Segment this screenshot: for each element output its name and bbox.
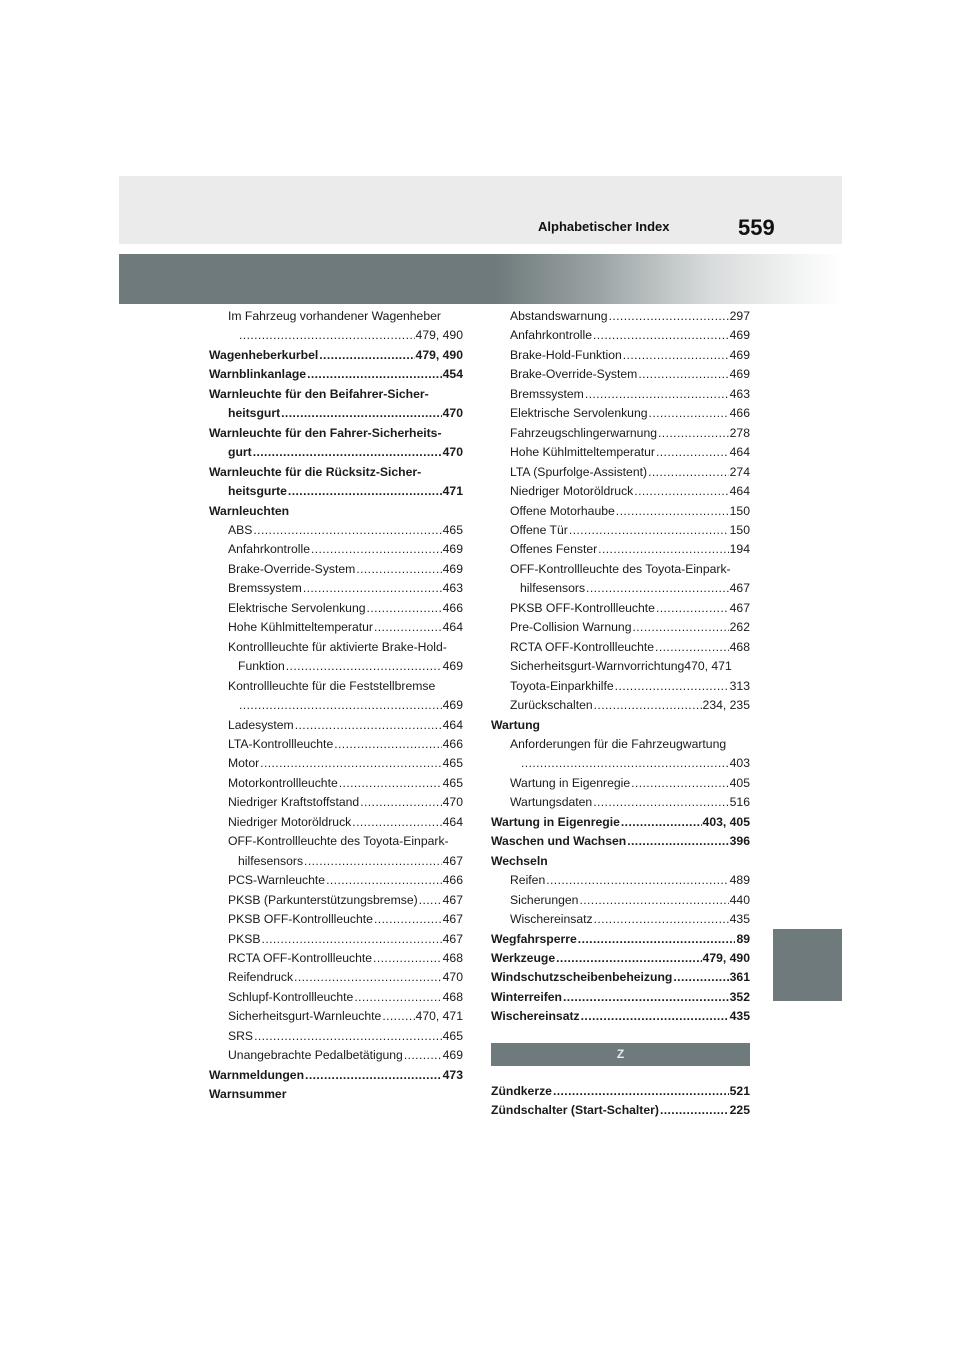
dot-leader: [648, 463, 729, 482]
index-entry-label: Elektrische Servolenkung: [510, 406, 648, 421]
index-entry-label: PKSB (Parkunterstützungsbremse): [228, 892, 418, 907]
index-entry: [209, 930, 463, 949]
dot-leader: [649, 404, 729, 423]
index-entry-page: 466: [729, 406, 750, 421]
index-entry-label: hilfesensors: [238, 853, 304, 868]
index-entry-label: Wagenheberkurbel: [209, 347, 319, 362]
index-entry-label: Wegfahrsperre: [491, 931, 577, 946]
index-entry-label: RCTA OFF-Kontrollleuchte: [228, 950, 373, 965]
index-entry: [491, 696, 750, 715]
index-entry-label: Offenes Fenster: [510, 542, 598, 557]
index-entry: [209, 754, 463, 773]
index-entry: [491, 793, 750, 812]
index-entry: [209, 949, 463, 968]
index-entry-page: 479, 490: [702, 950, 750, 965]
index-entry: [209, 307, 463, 326]
index-entry-label: Wischereinsatz: [491, 1009, 580, 1024]
dot-leader: [356, 560, 441, 579]
index-entry-label: Wartungsdaten: [510, 795, 593, 810]
index-entry-label: Warnmeldungen: [209, 1067, 305, 1082]
index-entry-label: LTA (Spurfolge-Assistent): [510, 464, 648, 479]
index-entry-page: 479, 490: [415, 328, 463, 343]
index-entry: [491, 1007, 750, 1026]
index-entry: [209, 599, 463, 618]
letter-section-band: Z: [491, 1043, 750, 1066]
index-entry-label: Toyota-Einparkhilfe: [510, 678, 614, 693]
index-entry-page: 467: [729, 600, 750, 615]
index-entry-label: Zündschalter (Start-Schalter): [491, 1103, 659, 1118]
index-entry-label: PCS-Warnleuchte: [228, 873, 326, 888]
index-entry-text: Warnleuchte für den Fahrer-Sicherheits-: [209, 425, 442, 440]
index-entry-page: 467: [729, 581, 750, 596]
index-entry-text: Wartung: [491, 717, 540, 732]
index-entry: [209, 560, 463, 579]
index-entry: [491, 754, 750, 773]
index-entry-page: 469: [442, 659, 463, 674]
dot-leader: [374, 618, 442, 637]
index-entry: [491, 560, 750, 579]
index-entry-text: OFF-Kontrollleuchte des Toyota-Einpark-: [510, 561, 731, 576]
index-entry: [209, 716, 463, 735]
index-entry-label: Wartung in Eigenregie: [491, 814, 620, 829]
dot-leader: [623, 346, 729, 365]
index-entry: [209, 891, 463, 910]
index-entry-text: Warnleuchte für den Beifahrer-Sicher-: [209, 386, 429, 401]
index-entry-page: 465: [442, 522, 463, 537]
index-entry: [491, 871, 750, 890]
index-entry: [209, 735, 463, 754]
index-entry-page: 468: [442, 950, 463, 965]
index-entry-page: 467: [442, 931, 463, 946]
index-entry-text: Kontrollleuchte für aktivierte Brake-Hold-: [228, 639, 447, 654]
dot-leader: [556, 949, 701, 968]
dot-leader: [374, 910, 442, 929]
dot-leader: [354, 988, 441, 1007]
index-entry-label: Motor: [228, 756, 260, 771]
index-entry: [209, 1027, 463, 1046]
index-entry-label: Windschutzscheibenbeheizung: [491, 970, 673, 985]
index-entry-text: Im Fahrzeug vorhandener Wagenheber: [228, 309, 441, 323]
index-entry-label: heitsgurt: [228, 406, 281, 421]
index-entry-label: Fahrzeugschlingerwarnung: [510, 425, 658, 440]
index-entry-page: 469: [442, 698, 463, 713]
index-entry-label: Offene Tür: [510, 522, 568, 537]
index-entry-page: 469: [442, 561, 463, 576]
index-entry-page: 464: [729, 484, 750, 499]
index-entry: [491, 618, 750, 637]
index-entry-label: Reifen: [510, 873, 546, 888]
index-entry-label: hilfesensors: [520, 581, 586, 596]
index-entry: [209, 1046, 463, 1065]
header-band: [119, 176, 842, 244]
index-entry: [491, 832, 750, 851]
index-entry: [491, 1082, 750, 1101]
index-entry: [209, 346, 463, 365]
dot-leader: [631, 774, 729, 793]
index-entry-label: Zündkerze: [491, 1083, 552, 1098]
index-entry-label: SRS: [228, 1028, 254, 1043]
index-entry-page: 440: [729, 892, 750, 907]
index-entry: [491, 891, 750, 910]
index-entry: [491, 638, 750, 657]
index-entry: [209, 1085, 463, 1104]
index-entry: [491, 1101, 750, 1120]
dot-leader: [627, 832, 728, 851]
index-entry-label: Motorkontrollleuchte: [228, 775, 338, 790]
dot-leader: [419, 891, 442, 910]
index-entry: [209, 1066, 463, 1085]
index-entry-label: heitsgurte: [228, 484, 287, 499]
index-entry: [491, 599, 750, 618]
index-entry-page: 471: [442, 484, 463, 499]
index-entry-page: 470: [442, 445, 463, 460]
dot-leader: [598, 540, 728, 559]
dot-leader: [655, 638, 729, 657]
index-entry-text: Warnsummer: [209, 1087, 287, 1102]
index-entry-page: 361: [729, 970, 750, 985]
index-entry-page: 352: [729, 989, 750, 1004]
index-entry-page: 470: [442, 406, 463, 421]
index-entry-label: Ladesystem: [228, 717, 294, 732]
index-entry-page: 468: [729, 639, 750, 654]
dot-leader: [521, 754, 729, 773]
index-entry: [209, 852, 463, 871]
index-entry-page: 465: [442, 1028, 463, 1043]
index-entry-text: Kontrollleuchte für die Feststellbremse: [228, 678, 436, 693]
index-entry-page: 89: [736, 931, 750, 946]
index-entry-page: 403: [729, 756, 750, 771]
dot-leader: [616, 502, 729, 521]
index-entry: [491, 482, 750, 501]
dot-leader: [373, 949, 442, 968]
index-entry-label: RCTA OFF-Kontrollleuchte: [510, 639, 655, 654]
index-entry-label: Offene Motorhaube: [510, 503, 615, 518]
index-entry-page: 516: [729, 795, 750, 810]
index-entry-label: Sicherungen: [510, 892, 579, 907]
index-entry: [209, 579, 463, 598]
index-entry-page: 467: [442, 892, 463, 907]
dot-leader: [305, 1066, 442, 1085]
index-entry-page: 465: [442, 756, 463, 771]
index-entry-page: 463: [442, 581, 463, 596]
dot-leader: [253, 443, 442, 462]
index-entry: [209, 1007, 463, 1026]
index-entry-label: Anfahrkontrolle: [510, 328, 592, 343]
index-entry-text: Wechseln: [491, 853, 548, 868]
index-entry-page: 467: [442, 912, 463, 927]
index-entry-page: 466: [442, 873, 463, 888]
index-entry: [209, 463, 463, 482]
index-entry: [491, 385, 750, 404]
dot-leader: [254, 1027, 442, 1046]
index-entry-label: Waschen und Wachsen: [491, 834, 627, 849]
index-entry: [491, 365, 750, 384]
index-entry: [491, 852, 750, 871]
dot-leader: [239, 326, 415, 345]
dot-leader: [586, 579, 729, 598]
dot-leader: [326, 871, 442, 890]
index-entry-label: Anfahrkontrolle: [228, 542, 310, 557]
index-entry-label: Wischereinsatz: [510, 912, 593, 927]
index-entry: [209, 871, 463, 890]
dot-leader: [594, 910, 729, 929]
index-entry-page: 464: [442, 620, 463, 635]
index-entry-label: Bremssystem: [228, 581, 302, 596]
index-column-left: [209, 307, 463, 1105]
index-entry: [209, 968, 463, 987]
dot-leader: [581, 1007, 729, 1026]
index-entry: [209, 404, 463, 423]
index-entry-label: Bremssystem: [510, 386, 584, 401]
index-entry-label: PKSB OFF-Kontrollleuchte: [228, 912, 373, 927]
index-entry-label: Hohe Kühlmitteltemperatur: [510, 445, 655, 460]
index-entry-label: ABS: [228, 522, 253, 537]
index-entry: [491, 677, 750, 696]
dot-leader: [615, 677, 729, 696]
index-entry: [209, 696, 463, 715]
side-index-tab: [773, 929, 842, 1001]
index-entry-page: 470, 471: [415, 1009, 463, 1024]
dot-leader: [294, 968, 442, 987]
index-entry: [209, 988, 463, 1007]
index-entry-label: Niedriger Kraftstoffstand: [228, 795, 360, 810]
index-entry-page: 521: [729, 1083, 750, 1098]
index-entry: [491, 930, 750, 949]
dot-leader: [553, 1082, 729, 1101]
index-entry-page: 467: [442, 853, 463, 868]
index-entry: [209, 540, 463, 559]
dot-leader: [253, 521, 441, 540]
index-entry: [209, 774, 463, 793]
dot-leader: [660, 1101, 729, 1120]
index-entry-label: Brake-Hold-Funktion: [510, 347, 622, 362]
index-entry-label: Warnblinkanlage: [209, 367, 307, 382]
index-entry-label: Hohe Kühlmitteltemperatur: [228, 620, 373, 635]
dot-leader: [656, 443, 729, 462]
index-entry-page: 297: [729, 309, 750, 323]
index-entry: [209, 813, 463, 832]
dot-leader: [563, 988, 729, 1007]
index-entry-page: 194: [729, 542, 750, 557]
dot-leader: [239, 696, 442, 715]
dot-leader: [593, 326, 729, 345]
index-entry: [491, 579, 750, 598]
index-entry-label: Pre-Collision Warnung: [510, 620, 632, 635]
index-entry-page: 464: [442, 814, 463, 829]
index-entry-label: Niedriger Motoröldruck: [510, 484, 634, 499]
index-entry: [209, 443, 463, 462]
index-entry-page: 435: [729, 912, 750, 927]
index-entry-label: Zurückschalten: [510, 698, 593, 713]
index-entry: [491, 910, 750, 929]
dot-leader: [546, 871, 728, 890]
dot-leader: [656, 599, 729, 618]
index-entry-page: 468: [442, 989, 463, 1004]
dot-leader: [632, 618, 728, 637]
index-entry-page: 403, 405: [702, 814, 750, 829]
dot-leader: [621, 813, 702, 832]
index-entry: [209, 793, 463, 812]
dot-leader: [658, 424, 729, 443]
index-entry-page: 470: [442, 970, 463, 985]
dot-leader: [307, 365, 442, 384]
dot-leader: [594, 696, 702, 715]
index-entry-page: 469: [729, 347, 750, 362]
index-entry: [209, 677, 463, 696]
index-entry-label: PKSB: [228, 931, 261, 946]
index-column-right: [491, 307, 750, 1121]
index-entry-page: 225: [729, 1103, 750, 1118]
index-entry: [491, 774, 750, 793]
index-entry-label: PKSB OFF-Kontrollleuchte: [510, 600, 655, 615]
index-entry: [491, 949, 750, 968]
index-entry-label: Elektrische Servolenkung: [228, 600, 366, 615]
index-entry: [491, 404, 750, 423]
dot-leader: [638, 365, 728, 384]
index-entry: [491, 521, 750, 540]
dot-leader: [286, 657, 442, 676]
index-entry: [209, 326, 463, 345]
dot-leader: [585, 385, 729, 404]
index-entry-label: Niedriger Motoröldruck: [228, 814, 352, 829]
dot-leader: [569, 521, 729, 540]
index-entry: [209, 657, 463, 676]
index-entry-page: 473: [442, 1067, 463, 1082]
index-entry: [209, 832, 463, 851]
index-entry: [209, 482, 463, 501]
dot-leader: [319, 346, 414, 365]
index-entry-page: 466: [442, 600, 463, 615]
dot-leader: [673, 968, 728, 987]
dot-leader: [334, 735, 441, 754]
index-entry: [209, 502, 463, 521]
index-entry-page: 454: [442, 367, 463, 382]
dot-leader: [352, 813, 441, 832]
index-entry-page: 150: [729, 522, 750, 537]
index-entry-page: 274: [729, 464, 750, 479]
index-entry: [491, 424, 750, 443]
index-entry-label: Brake-Override-System: [228, 561, 356, 576]
index-entry: [491, 968, 750, 987]
index-entry-label: Wartung in Eigenregie: [510, 775, 631, 790]
index-entry: [209, 521, 463, 540]
index-entry-page: 396: [729, 834, 750, 849]
index-entry-page: 489: [729, 873, 750, 888]
index-entry: [491, 813, 750, 832]
index-entry-label: Reifendruck: [228, 970, 294, 985]
index-entry: [209, 385, 463, 404]
index-entry-page: 469: [442, 1048, 463, 1063]
dot-leader: [262, 930, 442, 949]
dot-leader: [360, 793, 441, 812]
index-entry-text: OFF-Kontrollleuchte des Toyota-Einpark-: [228, 834, 449, 849]
index-entry-page: 479, 490: [415, 347, 463, 362]
index-entry-label: Werkzeuge: [491, 950, 556, 965]
index-entry-page: 313: [729, 678, 750, 693]
dot-leader: [260, 754, 442, 773]
index-entry: [491, 307, 750, 326]
dot-leader: [609, 307, 729, 326]
index-entry: [209, 424, 463, 443]
index-entry-page: 435: [729, 1009, 750, 1024]
index-entry-page: 150: [729, 503, 750, 518]
dot-leader: [382, 1007, 414, 1026]
index-entry-text: Anforderungen für die Fahrzeugwartung: [510, 736, 727, 751]
index-entry: [491, 502, 750, 521]
dot-leader: [634, 482, 728, 501]
index-entry-page: 469: [729, 328, 750, 343]
dot-leader: [295, 716, 442, 735]
index-entry: [209, 638, 463, 657]
header-gradient-bar: [119, 254, 842, 304]
index-entry-label: Winterreifen: [491, 989, 562, 1004]
index-entry-label: Unangebrachte Pedalbetätigung: [228, 1048, 403, 1063]
dot-leader: [304, 852, 442, 871]
index-entry: [491, 657, 750, 676]
page-number: 559: [738, 215, 775, 240]
index-entry-page: 464: [729, 445, 750, 460]
index-entry: [491, 716, 750, 735]
dot-leader: [303, 579, 442, 598]
index-entry-page: 466: [442, 736, 463, 751]
index-entry: [491, 443, 750, 462]
dot-leader: [311, 540, 442, 559]
index-entry: [491, 463, 750, 482]
index-entry-label: LTA-Kontrollleuchte: [228, 736, 334, 751]
dot-leader: [339, 774, 442, 793]
index-entry-page: 470: [442, 795, 463, 810]
index-entry-page: 465: [442, 775, 463, 790]
index-entry: [491, 326, 750, 345]
index-entry-page: 278: [729, 425, 750, 440]
dot-leader: [367, 599, 442, 618]
dot-leader: [578, 930, 736, 949]
index-entry: [209, 365, 463, 384]
index-entry-label: Sicherheitsgurt-Warnleuchte: [228, 1009, 382, 1024]
index-entry-page: 405: [729, 775, 750, 790]
index-entry: [209, 618, 463, 637]
index-entry-text: Warnleuchte für die Rücksitz-Sicher-: [209, 464, 422, 479]
index-entry-label: Abstandswarnung: [510, 309, 608, 323]
index-entry: [491, 346, 750, 365]
index-entry-label: gurt: [228, 445, 252, 460]
dot-leader: [281, 404, 442, 423]
index-entry: [491, 540, 750, 559]
index-entry-page: 464: [442, 717, 463, 732]
index-entry-label: Brake-Override-System: [510, 367, 638, 382]
index-entry-label: Funktion: [238, 659, 285, 674]
dot-leader: [288, 482, 442, 501]
index-entry-text: Warnleuchten: [209, 503, 290, 518]
index-entry: [209, 910, 463, 929]
index-entry-page: 463: [729, 386, 750, 401]
index-entry-text: Sicherheitsgurt-Warnvorrichtung470, 471: [510, 659, 732, 674]
index-entry: [491, 735, 750, 754]
index-entry: [491, 988, 750, 1007]
dot-leader: [579, 891, 728, 910]
index-entry-page: 262: [729, 620, 750, 635]
index-entry-page: 469: [729, 367, 750, 382]
index-entry-label: Schlupf-Kontrollleuchte: [228, 989, 354, 1004]
dot-leader: [404, 1046, 442, 1065]
index-entry-page: 469: [442, 542, 463, 557]
index-entry-page: 234, 235: [702, 698, 750, 713]
section-title: Alphabetischer Index: [538, 219, 670, 234]
dot-leader: [593, 793, 728, 812]
